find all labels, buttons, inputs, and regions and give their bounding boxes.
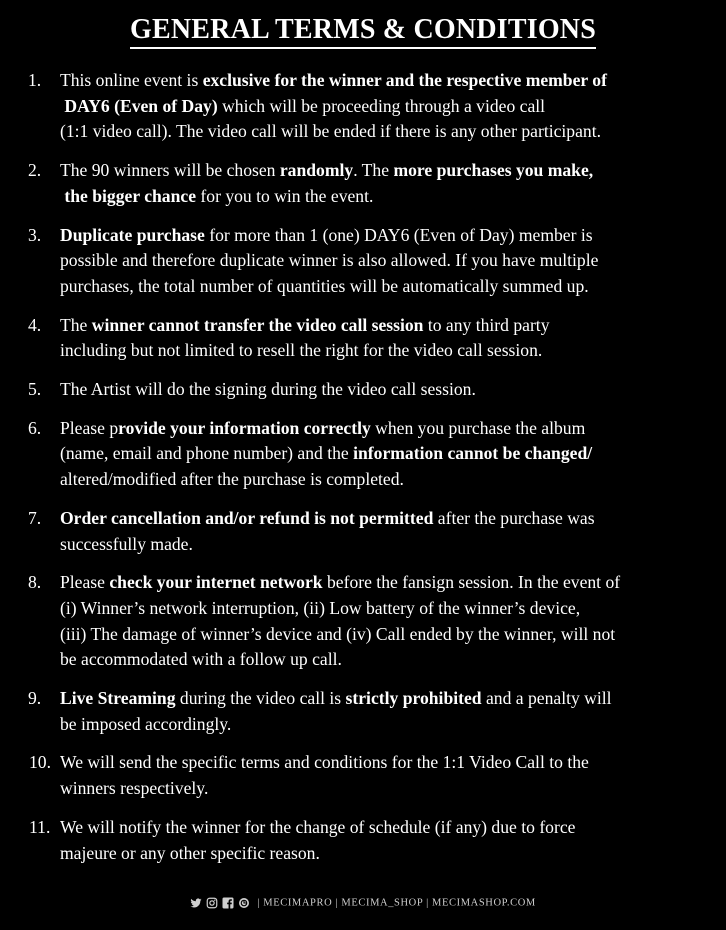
term-emphasis: strictly prohibited xyxy=(345,688,482,709)
term-line xyxy=(60,506,706,532)
term-emphasis: information cannot be changed/ xyxy=(353,443,593,464)
web-icon[interactable] xyxy=(238,897,250,909)
term-emphasis: rovide your information correctly xyxy=(118,417,371,438)
page-title xyxy=(0,14,726,49)
term-line xyxy=(60,622,706,648)
term-text: We will notify the winner for the change of schedule (if any) due to force xyxy=(60,816,576,837)
term-text: (i) Winner’s network interruption, (ii) Low battery of the winner’s device, xyxy=(60,597,581,618)
term-line xyxy=(60,313,706,339)
term-emphasis: the bigger chance xyxy=(60,185,197,206)
term-item xyxy=(0,815,726,866)
term-line xyxy=(60,68,706,94)
term-emphasis: exclusive for the winner and the respective member of xyxy=(202,70,607,90)
term-text: be imposed accordingly. xyxy=(60,713,232,734)
term-emphasis: more purchases you make, xyxy=(393,160,594,181)
term-line xyxy=(60,274,706,300)
term-line xyxy=(60,570,706,596)
term-item xyxy=(0,416,726,493)
term-text: . The xyxy=(353,160,394,181)
term-number: 5. xyxy=(28,379,42,400)
term-text: We will send the specific terms and conditions for the 1:1 Video Call to the xyxy=(60,752,589,773)
term-line xyxy=(60,94,706,120)
term-text: including but not limited to resell the right for the video call session. xyxy=(60,340,543,361)
term-line xyxy=(60,248,706,274)
term-text: after the purchase was xyxy=(433,507,595,528)
term-text: possible and therefore duplicate winner is also allowed. If you have multiple xyxy=(60,250,599,271)
term-text: for you to win the event. xyxy=(196,185,374,206)
term-text: purchases, the total number of quantities will be automatically summed up. xyxy=(60,275,589,296)
term-line xyxy=(60,338,706,364)
term-number: 6. xyxy=(28,417,42,438)
term-text: winners respectively. xyxy=(60,778,209,799)
term-emphasis: randomly xyxy=(279,160,354,181)
term-emphasis: DAY6 (Even of Day) xyxy=(60,95,218,116)
term-number: 1. xyxy=(28,70,42,90)
term-number: 11. xyxy=(29,816,51,837)
facebook-icon[interactable] xyxy=(222,897,234,909)
footer-links: | MECIMAPRO | MECIMA_SHOP | MECIMASHOP.COM xyxy=(257,897,536,909)
term-text: altered/modified after the purchase is completed. xyxy=(60,469,404,490)
term-line xyxy=(60,377,706,403)
twitter-icon[interactable] xyxy=(190,897,202,909)
term-number: 4. xyxy=(28,314,42,335)
term-emphasis: Duplicate purchase xyxy=(60,224,205,245)
term-emphasis: Live Streaming xyxy=(60,688,176,709)
term-emphasis: Order cancellation and/or refund is not permitted xyxy=(60,507,434,528)
term-item xyxy=(0,223,726,300)
term-item xyxy=(0,68,726,145)
term-number: 8. xyxy=(28,572,42,593)
term-line xyxy=(60,184,706,210)
term-line xyxy=(60,532,706,558)
term-text: when you purchase the album xyxy=(370,417,586,438)
term-number: 9. xyxy=(28,688,42,709)
term-text: The xyxy=(60,314,92,335)
term-item xyxy=(0,750,726,801)
term-line xyxy=(60,815,706,841)
term-line xyxy=(60,750,706,776)
term-text: and a penalty will xyxy=(481,688,612,709)
term-emphasis: check your internet network xyxy=(109,572,323,593)
terms-list xyxy=(0,68,726,879)
term-line xyxy=(60,712,706,738)
term-text: Please xyxy=(60,572,110,593)
term-text: successfully made. xyxy=(60,533,193,554)
term-emphasis: winner cannot transfer the video call session xyxy=(91,314,424,335)
term-line xyxy=(60,467,706,493)
term-text: for more than 1 (one) DAY6 (Even of Day) member is xyxy=(204,224,593,245)
term-number: 3. xyxy=(28,224,42,245)
term-text: majeure or any other specific reason. xyxy=(60,842,320,863)
term-text: The Artist will do the signing during the video call session. xyxy=(60,379,476,400)
term-line xyxy=(60,223,706,249)
instagram-icon[interactable] xyxy=(206,897,218,909)
term-text: The 90 winners will be chosen xyxy=(60,160,280,181)
term-line xyxy=(60,119,706,145)
term-line xyxy=(60,441,706,467)
term-text: during the video call is xyxy=(175,688,346,709)
title-text: GENERAL TERMS & CONDITIONS xyxy=(130,14,596,49)
term-line xyxy=(60,647,706,673)
term-item xyxy=(0,313,726,364)
term-text: (1:1 video call). The video call will be ended if there is any other participant. xyxy=(60,121,601,142)
term-item xyxy=(0,158,726,209)
term-text: (iii) The damage of winner’s device and (iv) Call ended by the winner, will not xyxy=(60,623,616,644)
term-text: to any third party xyxy=(423,314,550,335)
term-text: Please p xyxy=(60,417,119,438)
term-line xyxy=(60,596,706,622)
term-number: 7. xyxy=(28,507,42,528)
term-text: before the fansign session. In the event of xyxy=(322,572,621,593)
term-line xyxy=(60,158,706,184)
term-item xyxy=(0,686,726,737)
term-line xyxy=(60,841,706,867)
term-number: 10. xyxy=(29,752,51,773)
social-icons xyxy=(190,897,250,909)
term-item xyxy=(0,377,726,403)
term-text: (name, email and phone number) and the xyxy=(60,443,354,464)
term-line xyxy=(60,416,706,442)
footer xyxy=(0,897,726,909)
term-text: be accommodated with a follow up call. xyxy=(60,649,342,670)
term-text: which will be proceeding through a video call xyxy=(217,95,546,116)
term-line xyxy=(60,686,706,712)
term-item xyxy=(0,506,726,557)
term-number: 2. xyxy=(28,160,42,181)
term-text: This online event is xyxy=(60,70,203,90)
term-line xyxy=(60,776,706,802)
term-item xyxy=(0,570,726,673)
